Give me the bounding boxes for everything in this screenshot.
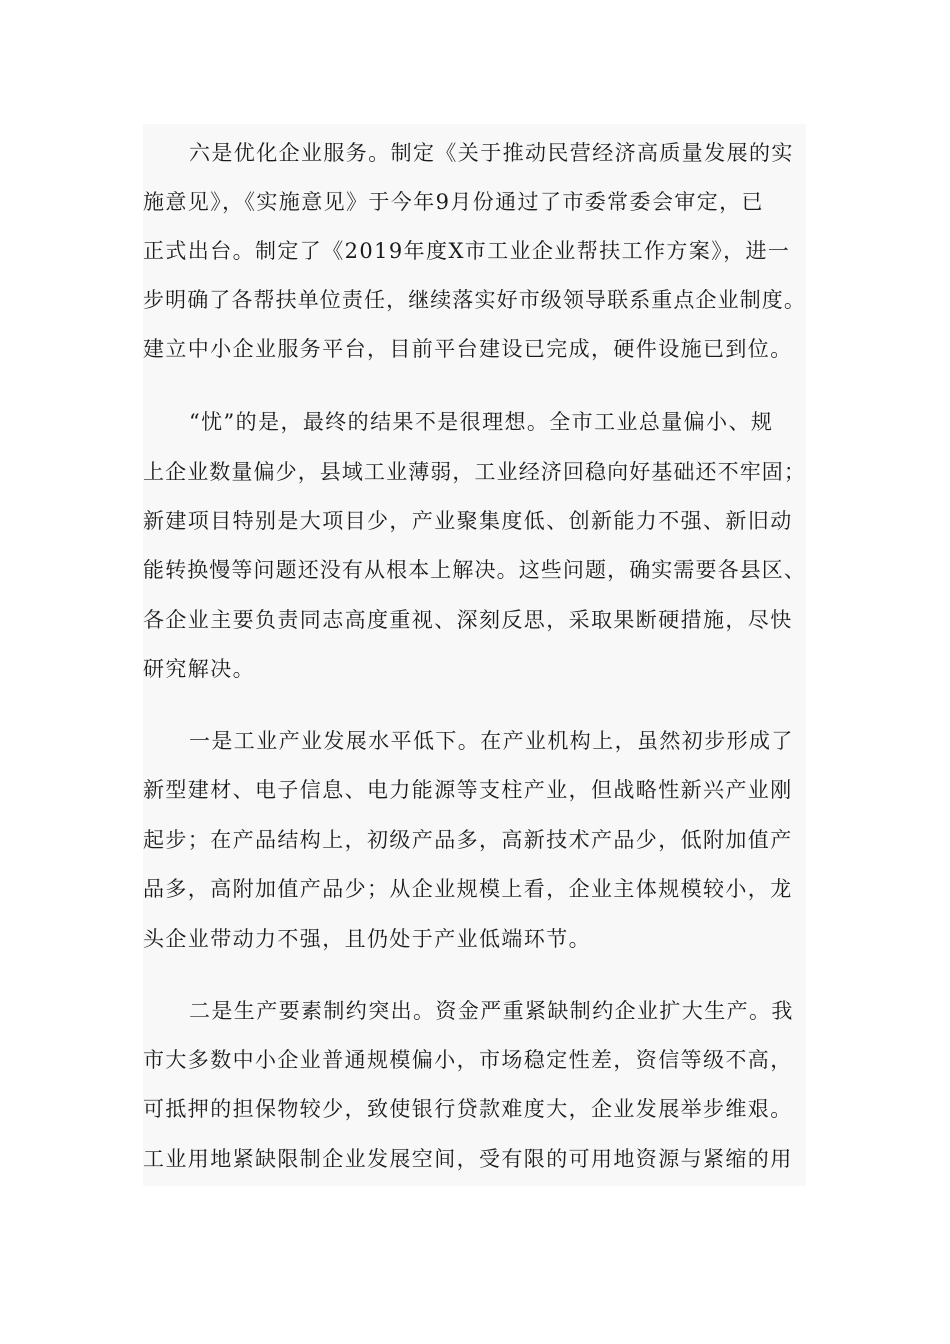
text-line: 一是工业产业发展水平低下。在产业机构上，虽然初步形成了 [189, 729, 794, 753]
text-line: 工业用地紧缺限制企业发展空间，受有限的可用地资源与紧缩的用 [143, 1147, 793, 1171]
text-line: 新建项目特别是大项目少，产业聚集度低、创新能力不强、新旧动 [143, 509, 793, 533]
text-line: 建立中小企业服务平台，目前平台建设已完成，硬件设施已到位。 [143, 337, 793, 361]
text-line: 可抵押的担保物较少，致使银行贷款难度大，企业发展举步维艰。 [143, 1097, 793, 1121]
text-line: 二是生产要素制约突出。资金严重紧缺制约企业扩大生产。我 [189, 999, 794, 1023]
text-line: 各企业主要负责同志高度重视、深刻反思，采取果断硬措施，尽快 [143, 608, 793, 632]
text-line: 正式出台。制定了《2019年度X市工业企业帮扶工作方案》，进一 [143, 239, 791, 263]
text-line: 施意见》，《实施意见》于今年9月份通过了市委常委会审定，已 [143, 190, 764, 214]
text-line: 市大多数中小企业普通规模偏小，市场稳定性差，资信等级不高， [143, 1048, 793, 1072]
text-line: 研究解决。 [143, 657, 255, 681]
text-line: 品多，高附加值产品少；从企业规模上看，企业主体规模较小，龙 [143, 877, 793, 901]
text-line: “忧”的是，最终的结果不是很理想。全市工业总量偏小、规 [189, 410, 774, 434]
text-line: 起步；在产品结构上，初级产品多，高新技术产品少，低附加值产 [143, 828, 793, 852]
text-line: 新型建材、电子信息、电力能源等支柱产业，但战略性新兴产业刚 [143, 778, 793, 802]
text-line: 六是优化企业服务。制定《关于推动民营经济高质量发展的实 [189, 141, 794, 165]
text-line: 上企业数量偏少，县域工业薄弱，工业经济回稳向好基础还不牢固； [143, 460, 806, 484]
text-line: 步明确了各帮扶单位责任，继续落实好市级领导联系重点企业制度。 [143, 288, 806, 312]
document-body [143, 124, 806, 1186]
text-line: 能转换慢等问题还没有从根本上解决。这些问题，确实需要各县区、 [143, 558, 806, 582]
text-line: 头企业带动力不强，且仍处于产业低端环节。 [143, 927, 591, 951]
